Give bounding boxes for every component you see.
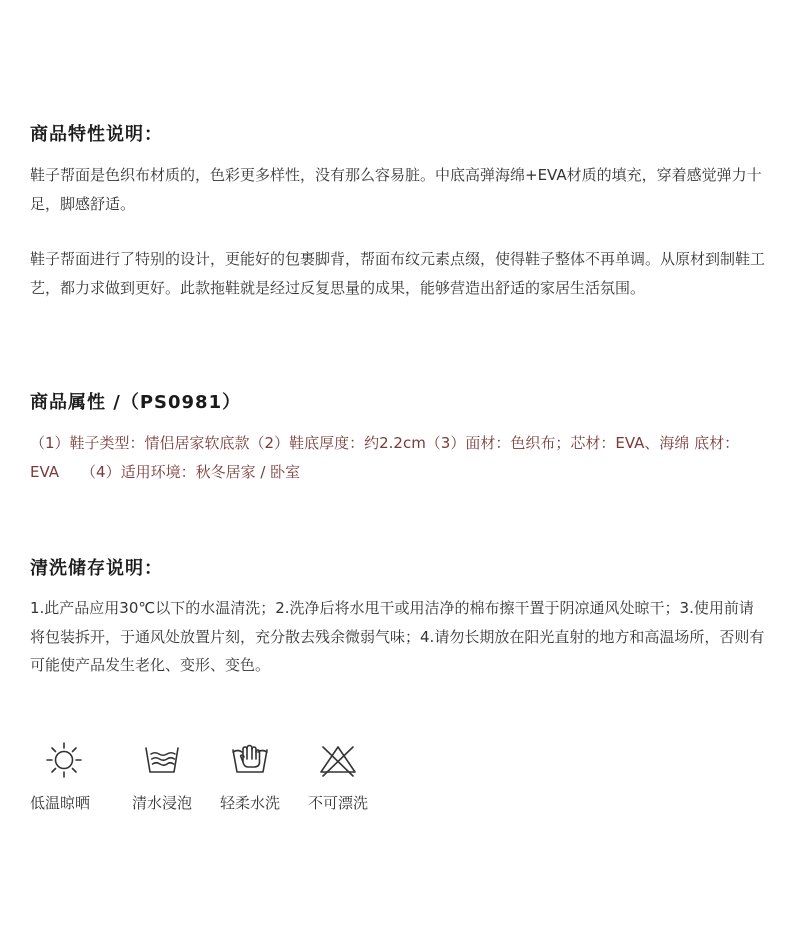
features-heading: 商品特性说明： bbox=[30, 124, 163, 145]
care-label-handwash: 轻柔水洗 bbox=[219, 794, 280, 812]
attributes-list bbox=[30, 429, 765, 486]
attributes-line-1: （1）鞋子类型：情侣居家软底款（2）鞋底厚度：约2.2cm（3）面材：色织布；芯材：EVA、海绵 bbox=[30, 434, 690, 452]
attributes-heading-title: 商品属性 bbox=[30, 392, 106, 413]
care-instructions: 1.此产品应用30℃以下的水温清洗；2.洗净后将水甩干或用洁净的棉布擦干置于阴凉通风处晾干；3.使用前请将包装拆开，于通风处放置片刻，充分散去残余微弱气味；4.请勿长期放在阳光直射的地方和高温场所，否则有可能使产品发生老化、变形、变色。 bbox=[30, 599, 765, 674]
care-heading: 清洗储存说明： bbox=[30, 558, 163, 579]
no-bleach-icon bbox=[318, 740, 358, 780]
care-label-nobleach: 不可漂洗 bbox=[307, 794, 368, 812]
care-item-soak bbox=[118, 740, 206, 813]
attributes-product-code: /（PS0981） bbox=[113, 392, 242, 413]
care-item-nobleach bbox=[294, 740, 382, 813]
features-paragraph-2: 鞋子帮面进行了特别的设计，更能好的包裹脚背，帮面布纹元素点缀，使得鞋子整体不再单调。从原材到制鞋工艺，都力求做到更好。此款拖鞋就是经过反复思量的成果，能够营造出舒适的家居生活氛围。 bbox=[30, 250, 766, 297]
hand-wash-icon bbox=[230, 740, 270, 780]
attributes-line-2a: 底材：EVA bbox=[30, 434, 740, 481]
features-paragraph-1: 鞋子帮面是色织布材质的，色彩更多样性，没有那么容易脏。中底高弹海绵+EVA材质的填充，穿着感觉弹力十足，脚感舒适。 bbox=[30, 166, 762, 213]
care-icons-row bbox=[30, 740, 382, 813]
water-basin-icon bbox=[142, 740, 182, 780]
attributes-line-2b: （4）适用环境：秋冬居家 / 卧室 bbox=[81, 462, 301, 481]
care-label-soak: 清水浸泡 bbox=[131, 794, 192, 812]
care-item-handwash bbox=[206, 740, 294, 813]
sun-icon bbox=[44, 740, 84, 780]
attributes-heading bbox=[30, 388, 241, 414]
care-label-sun: 低温晾晒 bbox=[30, 794, 91, 812]
care-item-sun bbox=[30, 740, 98, 813]
